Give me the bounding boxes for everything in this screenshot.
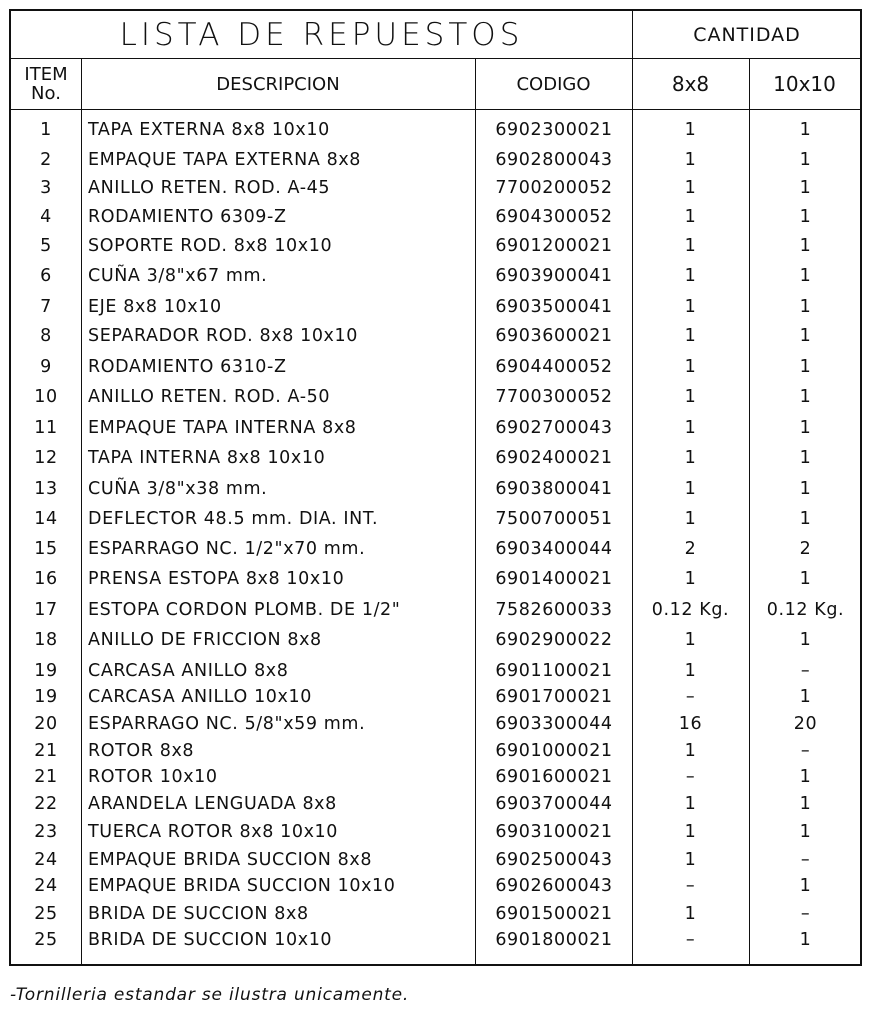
qty-8x8: 1: [684, 850, 697, 870]
qty-8x8: –: [685, 876, 696, 896]
qty-10x10: –: [800, 661, 811, 681]
part-code: 6903500041: [495, 297, 613, 317]
item-number: 23: [34, 822, 58, 842]
part-code: 6901800021: [495, 930, 613, 950]
footnote: -Tornilleria estandar se ilustra unicamente.: [10, 985, 410, 1005]
table-row: [11, 901, 860, 927]
description: EJE 8x8 10x10: [88, 297, 222, 317]
table-row: [11, 323, 860, 349]
col-8x8-header: 8x8: [671, 71, 710, 96]
item-number: 11: [34, 418, 58, 438]
table-row: [11, 536, 860, 562]
part-code: 6902400021: [495, 448, 613, 468]
description: ANILLO RETEN. ROD. A-45: [88, 178, 331, 198]
part-code: 6902600043: [495, 876, 613, 896]
qty-10x10: 1: [799, 822, 812, 842]
item-number: 17: [34, 600, 58, 620]
qty-10x10: 1: [799, 236, 812, 256]
qty-10x10: 1: [799, 569, 812, 589]
item-number: 3: [40, 178, 52, 198]
item-number: 4: [40, 207, 52, 227]
description: ARANDELA LENGUADA 8x8: [88, 794, 337, 814]
qty-8x8: 16: [678, 714, 703, 734]
part-code: 6901500021: [495, 904, 613, 924]
description: TUERCA ROTOR 8x8 10x10: [88, 822, 338, 842]
table-row: [11, 354, 860, 380]
description: CUÑA 3/8"x38 mm.: [88, 479, 268, 499]
qty-10x10: 1: [799, 794, 812, 814]
item-number: 15: [34, 539, 58, 559]
description: BRIDA DE SUCCION 8x8: [88, 904, 309, 924]
description: TAPA EXTERNA 8x8 10x10: [88, 120, 330, 140]
table-row: [11, 819, 860, 845]
qty-8x8: 1: [684, 479, 697, 499]
qty-10x10: 1: [799, 630, 812, 650]
table-row: [11, 175, 860, 201]
table-row: [11, 764, 860, 790]
qty-10x10: 1: [799, 178, 812, 198]
qty-10x10: 1: [799, 207, 812, 227]
table-row: [11, 597, 860, 623]
part-code: 6904300052: [495, 207, 613, 227]
item-number: 7: [40, 297, 52, 317]
table-row: [11, 263, 860, 289]
qty-10x10: 1: [799, 448, 812, 468]
qty-10x10: 1: [799, 266, 812, 286]
qty-8x8: 1: [684, 448, 697, 468]
table-row: [11, 445, 860, 471]
table-row: [11, 627, 860, 653]
part-code: 7582600033: [495, 600, 613, 620]
table-row: [11, 476, 860, 502]
qty-10x10: –: [800, 850, 811, 870]
description: DEFLECTOR 48.5 mm. DIA. INT.: [88, 509, 379, 529]
qty-10x10: 1: [799, 767, 812, 787]
qty-8x8: 1: [684, 387, 697, 407]
table-row: [11, 847, 860, 873]
item-number: 9: [40, 357, 52, 377]
qty-10x10: 1: [799, 930, 812, 950]
part-code: 6902300021: [495, 120, 613, 140]
item-number: 16: [34, 569, 58, 589]
table-row: [11, 384, 860, 410]
item-number: 6: [40, 266, 52, 286]
qty-10x10: 1: [799, 387, 812, 407]
part-code: 6903900041: [495, 266, 613, 286]
qty-8x8: 1: [684, 509, 697, 529]
qty-8x8: 0.12 Kg.: [651, 600, 730, 620]
item-header-line2: No.: [31, 83, 61, 104]
part-code: 6903300044: [495, 714, 613, 734]
qty-8x8: 1: [684, 661, 697, 681]
description: ESPARRAGO NC. 1/2"x70 mm.: [88, 539, 366, 559]
part-code: 6903800041: [495, 479, 613, 499]
part-code: 6903400044: [495, 539, 613, 559]
qty-10x10: 1: [799, 326, 812, 346]
description: TAPA INTERNA 8x8 10x10: [88, 448, 326, 468]
table-row: [11, 147, 860, 173]
qty-8x8: 1: [684, 266, 697, 286]
table-row: [11, 873, 860, 899]
part-code: 7500700051: [495, 509, 613, 529]
item-number: 12: [34, 448, 58, 468]
codigo-header: CODIGO: [516, 73, 591, 95]
qty-10x10: –: [800, 904, 811, 924]
table-row: [11, 506, 860, 532]
qty-8x8: 1: [684, 178, 697, 198]
qty-8x8: 1: [684, 297, 697, 317]
qty-8x8: –: [685, 687, 696, 707]
part-code: 6904400052: [495, 357, 613, 377]
item-number: 13: [34, 479, 58, 499]
description: ESTOPA CORDON PLOMB. DE 1/2": [88, 600, 401, 620]
part-code: 6903600021: [495, 326, 613, 346]
item-number: 14: [34, 509, 58, 529]
part-code: 6902900022: [495, 630, 613, 650]
part-code: 6903700044: [495, 794, 613, 814]
table-row: [11, 204, 860, 230]
parts-list-table: [9, 9, 862, 966]
part-code: 6901400021: [495, 569, 613, 589]
description: PRENSA ESTOPA 8x8 10x10: [88, 569, 345, 589]
table-row: [11, 711, 860, 737]
qty-8x8: 1: [684, 630, 697, 650]
table-row: [11, 566, 860, 592]
item-number: 25: [34, 904, 58, 924]
item-number: 1: [40, 120, 52, 140]
qty-10x10: 1: [799, 357, 812, 377]
qty-8x8: 2: [684, 539, 697, 559]
qty-8x8: 1: [684, 326, 697, 346]
item-number: 19: [34, 687, 58, 707]
part-code: 6901200021: [495, 236, 613, 256]
part-code: 6901700021: [495, 687, 613, 707]
qty-8x8: –: [685, 767, 696, 787]
description: CUÑA 3/8"x67 mm.: [88, 266, 268, 286]
description: BRIDA DE SUCCION 10x10: [88, 930, 333, 950]
qty-10x10: 1: [799, 418, 812, 438]
cantidad-header: CANTIDAD: [693, 23, 801, 46]
part-code: 7700200052: [495, 178, 613, 198]
qty-8x8: 1: [684, 357, 697, 377]
table-row: [11, 233, 860, 259]
qty-8x8: 1: [684, 150, 697, 170]
item-number: 25: [34, 930, 58, 950]
description: RODAMIENTO 6309-Z: [88, 207, 287, 227]
qty-8x8: 1: [684, 207, 697, 227]
qty-10x10: 1: [799, 120, 812, 140]
qty-8x8: 1: [684, 904, 697, 924]
description: SOPORTE ROD. 8x8 10x10: [88, 236, 333, 256]
part-code: 7700300052: [495, 387, 613, 407]
item-number: 24: [34, 876, 58, 896]
description: ESPARRAGO NC. 5/8"x59 mm.: [88, 714, 366, 734]
qty-8x8: 1: [684, 794, 697, 814]
description: ANILLO RETEN. ROD. A-50: [88, 387, 331, 407]
item-number: 10: [34, 387, 58, 407]
description: ROTOR 8x8: [88, 741, 195, 761]
description: ROTOR 10x10: [88, 767, 218, 787]
item-number: 22: [34, 794, 58, 814]
item-number: 24: [34, 850, 58, 870]
description: EMPAQUE BRIDA SUCCION 10x10: [88, 876, 396, 896]
table-row: [11, 117, 860, 143]
qty-10x10: 1: [799, 687, 812, 707]
part-code: 6901100021: [495, 661, 613, 681]
item-number: 8: [40, 326, 52, 346]
part-code: 6902500043: [495, 850, 613, 870]
qty-8x8: 1: [684, 569, 697, 589]
item-header-line1: ITEM: [24, 64, 68, 85]
qty-10x10: 2: [799, 539, 812, 559]
description: CARCASA ANILLO 10x10: [88, 687, 312, 707]
item-number: 21: [34, 741, 58, 761]
table-row: [11, 684, 860, 710]
qty-10x10: 1: [799, 479, 812, 499]
qty-10x10: 1: [799, 297, 812, 317]
table-title: LISTA DE REPUESTOS: [119, 16, 524, 53]
description: EMPAQUE TAPA EXTERNA 8x8: [88, 150, 362, 170]
qty-10x10: 1: [799, 150, 812, 170]
description: EMPAQUE TAPA INTERNA 8x8: [88, 418, 357, 438]
table-row: [11, 415, 860, 441]
description: ANILLO DE FRICCION 8x8: [88, 630, 322, 650]
table-row: [11, 927, 860, 953]
item-number: 2: [40, 150, 52, 170]
part-code: 6901000021: [495, 741, 613, 761]
table-row: [11, 294, 860, 320]
qty-10x10: 20: [793, 714, 818, 734]
table-row: [11, 791, 860, 817]
item-number: 5: [40, 236, 52, 256]
table-row: [11, 658, 860, 684]
item-number: 21: [34, 767, 58, 787]
part-code: 6903100021: [495, 822, 613, 842]
item-number: 20: [34, 714, 58, 734]
item-number: 18: [34, 630, 58, 650]
qty-10x10: 1: [799, 509, 812, 529]
qty-8x8: 1: [684, 120, 697, 140]
col-10x10-header: 10x10: [773, 71, 836, 96]
table-row: [11, 738, 860, 764]
description: EMPAQUE BRIDA SUCCION 8x8: [88, 850, 373, 870]
qty-8x8: –: [685, 930, 696, 950]
qty-8x8: 1: [684, 741, 697, 761]
qty-10x10: –: [800, 741, 811, 761]
description: RODAMIENTO 6310-Z: [88, 357, 287, 377]
qty-10x10: 1: [799, 876, 812, 896]
part-code: 6902700043: [495, 418, 613, 438]
part-code: 6902800043: [495, 150, 613, 170]
qty-8x8: 1: [684, 822, 697, 842]
descripcion-header: DESCRIPCION: [216, 73, 340, 95]
description: CARCASA ANILLO 8x8: [88, 661, 289, 681]
qty-8x8: 1: [684, 418, 697, 438]
qty-8x8: 1: [684, 236, 697, 256]
item-header: [11, 58, 81, 110]
qty-10x10: 0.12 Kg.: [766, 600, 845, 620]
description: SEPARADOR ROD. 8x8 10x10: [88, 326, 358, 346]
item-number: 19: [34, 661, 58, 681]
part-code: 6901600021: [495, 767, 613, 787]
